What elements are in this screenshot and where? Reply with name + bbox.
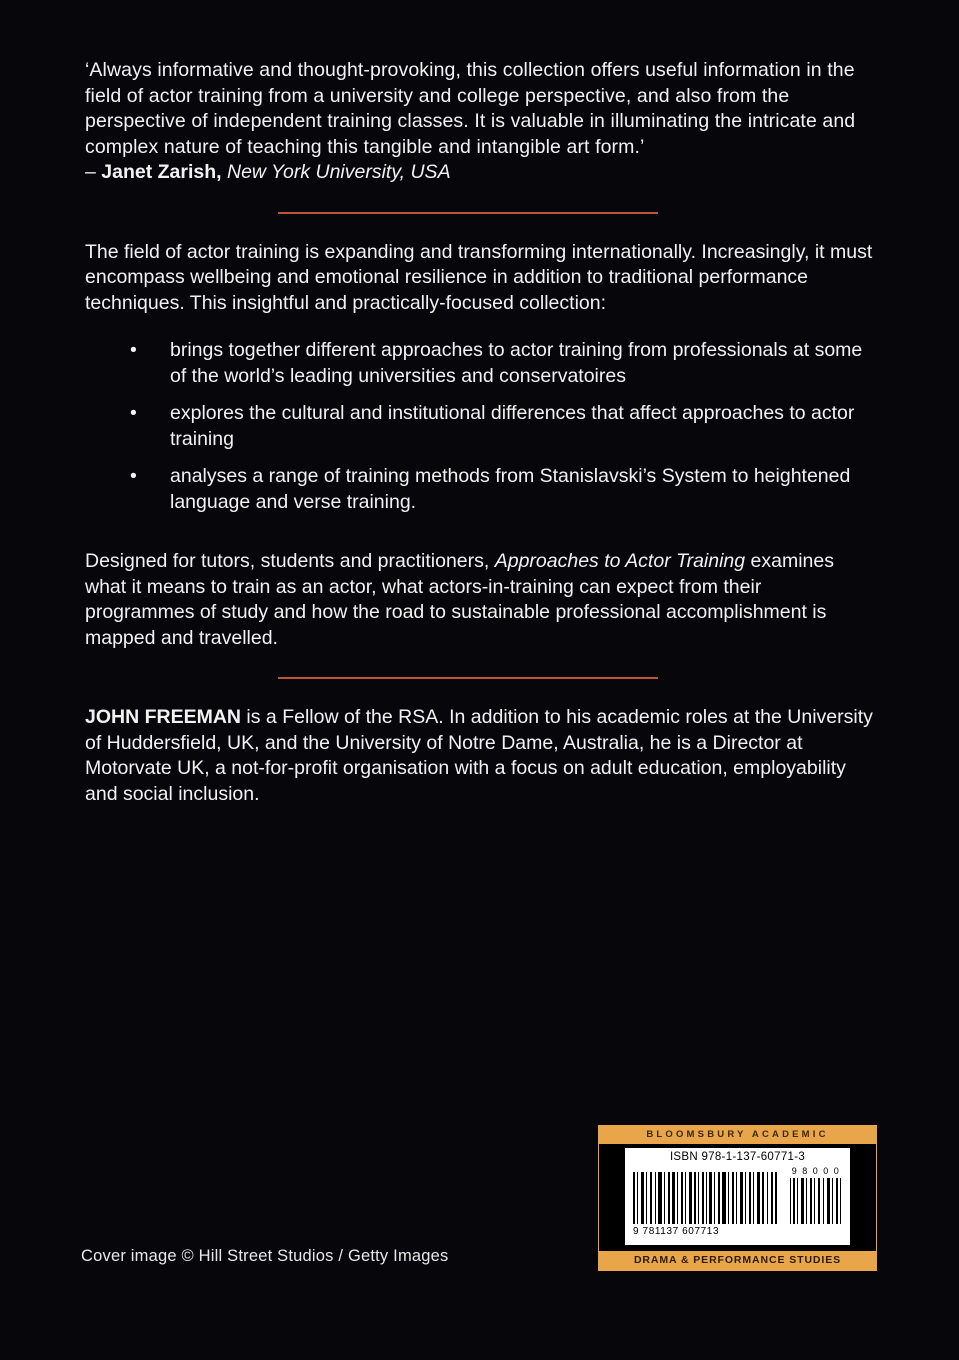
list-item bbox=[85, 464, 875, 515]
endorsement-quote: ‘Always informative and thought-provoking, this collection offers useful information in the field of actor training from a university and college perspective, and also from the perspective of independent training classes. It is valuable in illuminating the intricate and complex nature of teaching this tangible and intangible art form.’ bbox=[85, 59, 856, 158]
description-prefix: Designed for tutors, students and practitioners, bbox=[85, 550, 495, 572]
bullet-marker-icon: • bbox=[130, 339, 137, 361]
author-biography bbox=[85, 705, 875, 807]
intro-paragraph: The field of actor training is expanding and transforming internationally. Increasingly, it must encompass wellbeing and emotional resilience in addition to traditional performance techniques. This insightful and practically-focused collection: bbox=[85, 240, 873, 314]
back-cover-content bbox=[85, 58, 875, 807]
book-title-italic: Approaches to Actor Training bbox=[494, 550, 746, 572]
bullet-marker-icon: • bbox=[130, 465, 137, 487]
list-item-text: analyses a range of training methods from Stanislavski’s System to heightened language and verse training. bbox=[170, 465, 851, 513]
list-item bbox=[85, 338, 875, 389]
divider-rule-top bbox=[278, 212, 658, 214]
series-label: DRAMA & PERFORMANCE STUDIES bbox=[599, 1251, 876, 1270]
barcode-area bbox=[625, 1148, 850, 1245]
bullet-marker-icon: • bbox=[130, 402, 137, 424]
divider-rule-bottom bbox=[278, 677, 658, 679]
list-item-text: explores the cultural and institutional differences that affect approaches to actor training bbox=[170, 402, 855, 450]
barcode-block bbox=[598, 1125, 877, 1271]
author-name: JOHN FREEMAN bbox=[85, 706, 242, 728]
feature-bullet-list bbox=[85, 338, 875, 515]
spacer bbox=[85, 527, 875, 549]
list-item bbox=[85, 401, 875, 452]
endorsement-attribution bbox=[85, 160, 875, 186]
ean13-barcode-icon bbox=[633, 1172, 778, 1224]
author-bio-text: is a Fellow of the RSA. In addition to his academic roles at the University of Huddersfield, UK, and the University of Notre Dame, Australia, he is a Director at Motorvate UK, a not-for-profit organisation with a focus on adult education, employability and social inclusion. bbox=[85, 706, 873, 805]
attribution-dash: – bbox=[85, 161, 102, 183]
description-suffix: examines what it means to train as an actor, what actors-in-training can expect from their programmes of study and how the road to sustainable professional accomplishment is mapped and travelled. bbox=[85, 550, 834, 649]
ean-digits: 9 781137 607713 bbox=[633, 1226, 720, 1237]
ean5-addon-barcode-icon bbox=[790, 1178, 842, 1224]
cover-image-credit: Cover image © Hill Street Studios / Getty Images bbox=[81, 1247, 449, 1265]
description-paragraph bbox=[85, 549, 875, 651]
isbn-label: ISBN 978-1-137-60771-3 bbox=[669, 1151, 806, 1163]
list-item-text: brings together different approaches to actor training from professionals at some of the world’s leading universities and conservatoires bbox=[170, 339, 863, 387]
imprint-label: BLOOMSBURY ACADEMIC bbox=[599, 1126, 876, 1144]
attribution-name: Janet Zarish, bbox=[101, 161, 222, 183]
attribution-affiliation: New York University, USA bbox=[221, 161, 451, 183]
addon-digits: 9 8 0 0 0 bbox=[791, 1166, 841, 1176]
